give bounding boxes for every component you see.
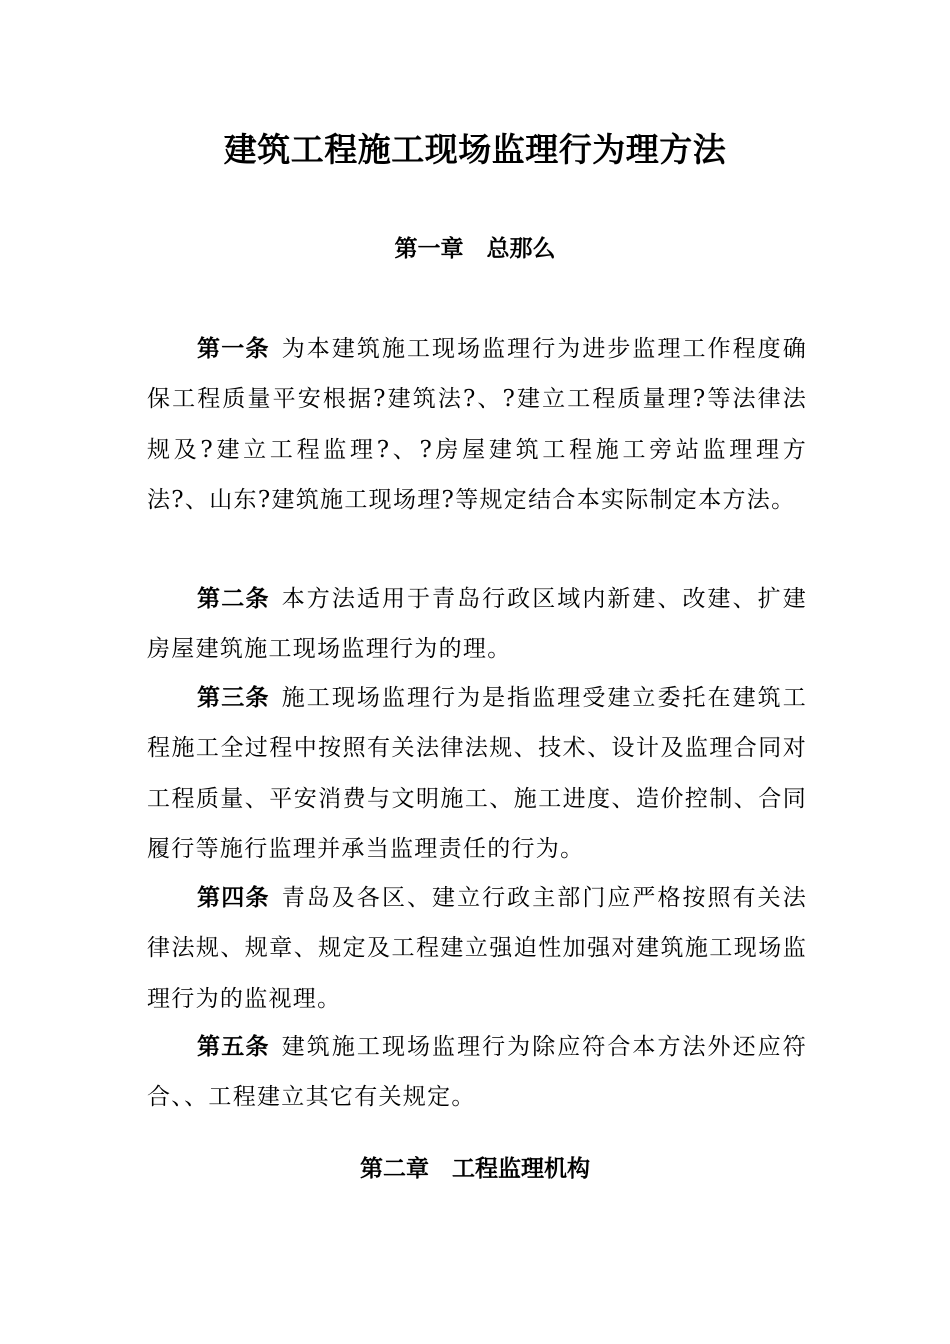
article-number: 第五条 xyxy=(197,1034,270,1060)
article-2 xyxy=(147,574,807,675)
article-1 xyxy=(147,324,807,526)
article-3 xyxy=(147,673,807,875)
article-text: 青岛及各区、建立行政主部门应严格按照有关法律法规、规章、规定及工程建立强迫性加强对建筑施工现场监理行为的监视理。 xyxy=(147,885,807,1012)
article-5 xyxy=(147,1022,807,1123)
article-4 xyxy=(147,873,807,1024)
article-number: 第四条 xyxy=(197,885,270,911)
article-number: 第二条 xyxy=(197,586,270,612)
chapter-heading: 第一章 总那么 xyxy=(394,236,556,262)
article-number: 第一条 xyxy=(197,336,270,362)
article-text: 施工现场监理行为是指监理受建立委托在建筑工程施工全过程中按照有关法律法规、技术、设计及监理合同对工程质量、平安消费与文明施工、施工进度、造价控制、合同履行等施行监理并承当监理责任的行为。 xyxy=(147,685,807,863)
article-text: 建筑施工现场监理行为除应符合本方法外还应符合、、工程建立其它有关规定。 xyxy=(147,1034,807,1111)
article-text: 本方法适用于青岛行政区域内新建、改建、扩建房屋建筑施工现场监理行为的理。 xyxy=(147,586,807,663)
article-text: 为本建筑施工现场监理行为进步监理工作程度确保工程质量平安根据?建筑法?、?建立工程质量理?等法律法规及?建立工程监理?、?房屋建筑工程施工旁站监理理方法?、山东?建筑施工现场理?等规定结合本实际制定本方法。 xyxy=(147,336,807,514)
article-number: 第三条 xyxy=(197,685,270,711)
document-title: 建筑工程施工现场监理行为理方法 xyxy=(223,130,727,169)
chapter-heading: 第二章 工程监理机构 xyxy=(360,1156,590,1182)
